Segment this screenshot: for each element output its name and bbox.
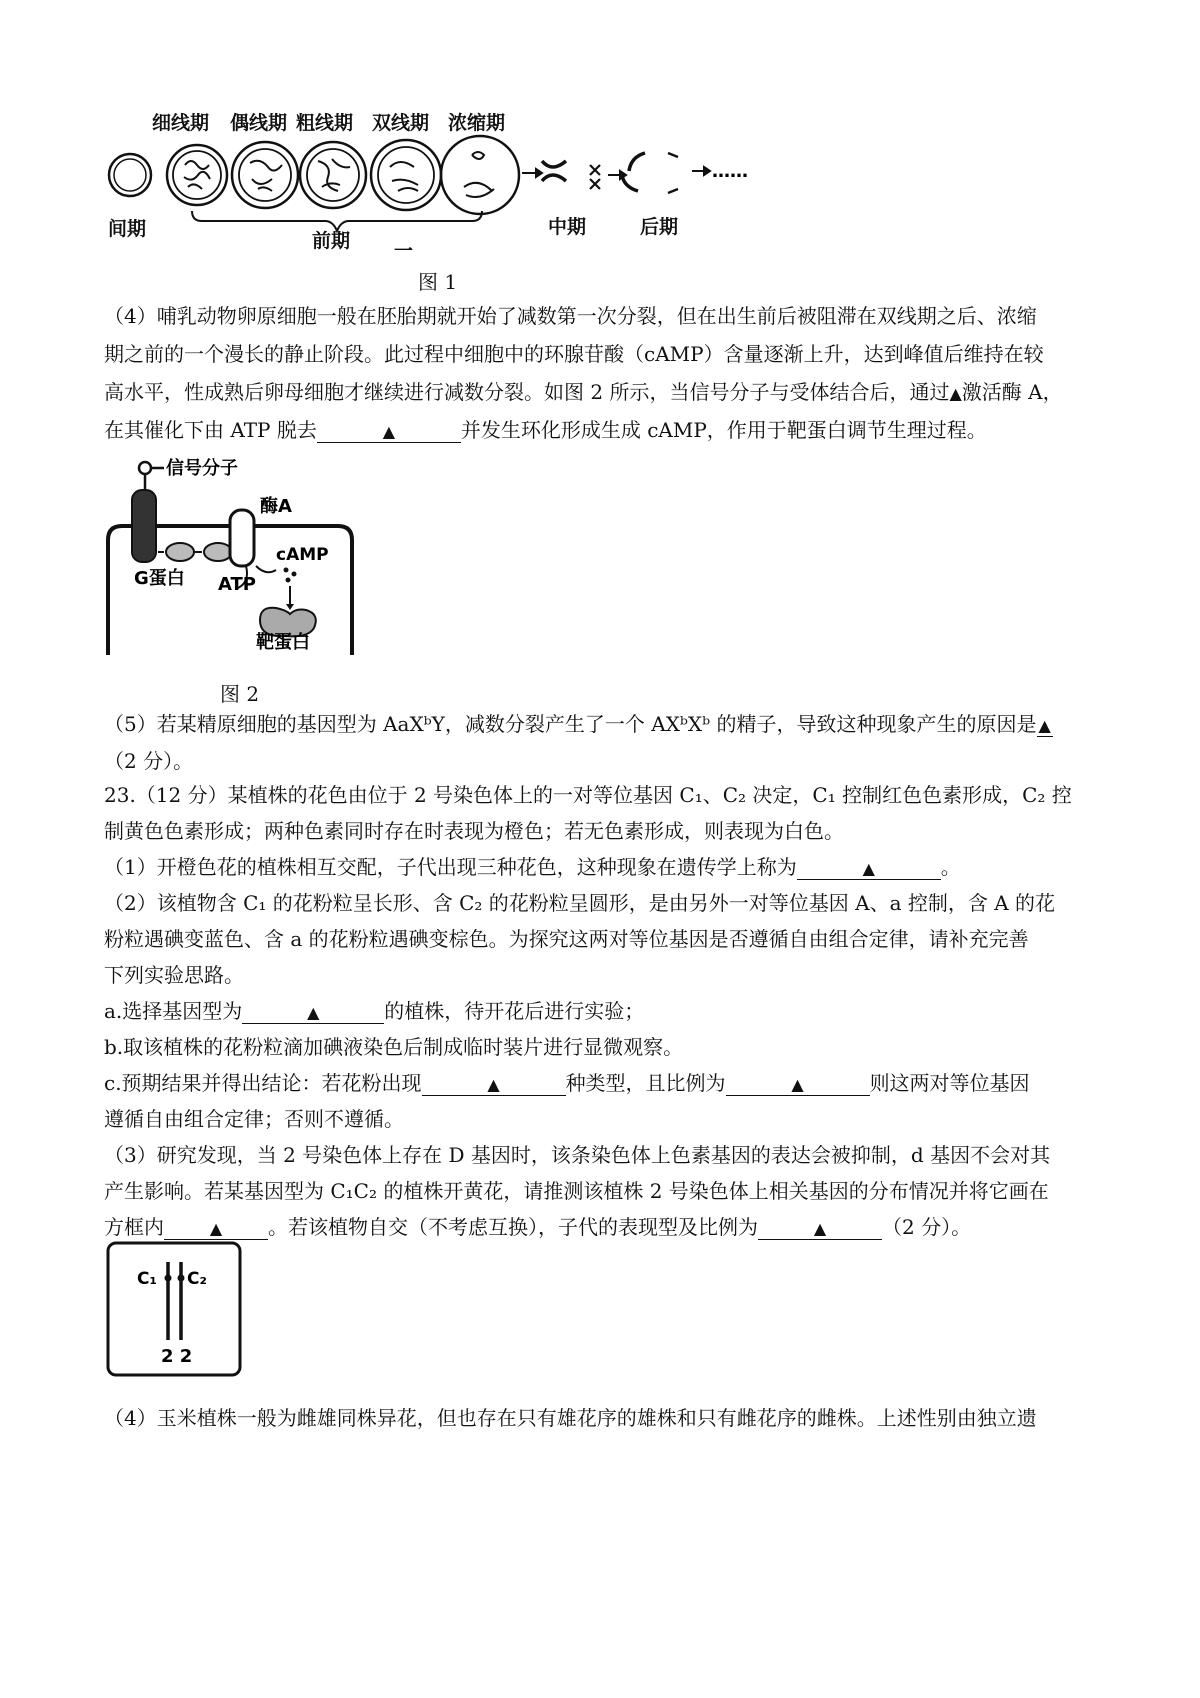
label-atp: ATP — [218, 574, 257, 595]
q23-step-b: b.取该植株的花粉粒滴加碘液染色后制成临时装片进行显微观察。 — [104, 1035, 684, 1059]
cell-interphase — [109, 154, 151, 196]
prophase-brace — [192, 211, 482, 231]
stage-label-diplotene: 双线期 — [372, 112, 430, 134]
q23-part-3-line-3 — [104, 1211, 971, 1240]
q4-line-2: 期之前的一个漫长的静止阶段。此过程中细胞中的环腺苷酸（cAMP）含量逐渐上升，达到峰值后维持在较 — [104, 342, 1044, 366]
g-protein-icon-1 — [166, 543, 194, 561]
q23-part-2-line-1: （2）该植物含 C₁ 的花粉粒呈长形、含 C₂ 的花粉粒呈圆形，是由另外一对等位基因 A、a 控制，含 A 的花 — [104, 891, 1056, 915]
figure-1-meiosis-diagram — [100, 95, 800, 265]
receptor-icon — [132, 490, 156, 562]
q23-step-a-tail: 的植株，待开花后进行实验； — [384, 999, 645, 1023]
cell-zygotene — [232, 142, 298, 208]
metaphase-chromosome-b — [590, 165, 600, 189]
q23-step-c-tail: 则这两对等位基因 — [869, 1071, 1030, 1095]
q23-part-1-tail: 。 — [940, 855, 961, 879]
cell-diplotene — [371, 140, 441, 210]
label-signal-molecule: 信号分子 — [166, 458, 238, 479]
answer-blank-q23-1[interactable]: ▲ — [797, 857, 941, 880]
label-camp: cAMP — [276, 545, 329, 565]
answer-blank-q4-1[interactable]: ▲ — [949, 384, 962, 403]
figure-2-signal-pathway-diagram — [100, 450, 380, 660]
stage-label-leptotene: 细线期 — [152, 112, 210, 134]
q5-line-2: （2 分）。 — [104, 749, 194, 773]
q4-line-3-text: 高水平，性成熟后卵母细胞才继续进行减数分裂。如图 2 所示，当信号分子与受体结合后，通过 — [104, 380, 950, 404]
answer-blank-q4-2[interactable]: ▲ — [317, 420, 461, 443]
label-prophase-suffix: 一 — [394, 240, 414, 262]
answer-blank-q23-3a[interactable]: ▲ — [164, 1217, 268, 1240]
answer-blank-q5[interactable]: ▲ — [1038, 716, 1051, 735]
ellipsis: …… — [712, 161, 748, 182]
answer-blank-q23-2a[interactable]: ▲ — [242, 1001, 384, 1024]
figure-2-caption: 图 2 — [220, 682, 260, 706]
q23-part-2-line-2: 粉粒遇碘变蓝色、含 a 的花粉粒遇碘变棕色。为探究这两对等位基因是否遵循自由组合定律，请补充完善 — [104, 927, 1029, 951]
q23-part-3-line-2: 产生影响。若某基因型为 C₁C₂ 的植株开黄花，请推测该植株 2 号染色体上相关基因的分布情况并将它画在 — [104, 1179, 1049, 1203]
q4-line-1: （4）哺乳动物卵原细胞一般在胚胎期就开始了减数第一次分裂，但在出生前后被阻滞在双线期之后、浓缩 — [104, 304, 1037, 328]
label-g-protein: G蛋白 — [134, 568, 185, 589]
signal-molecule-icon — [139, 462, 151, 474]
label-gene-c1: C₁ — [137, 1269, 157, 1289]
q23-line-1: 23.（12 分）某植株的花色由位于 2 号染色体上的一对等位基因 C₁、C₂ 决定，C₁ 控制红色色素形成，C₂ 控 — [104, 783, 1072, 807]
label-target-protein: 靶蛋白 — [256, 632, 310, 653]
anaphase-chromosome-left — [622, 153, 645, 191]
q23-part-1 — [104, 851, 961, 880]
q4-line-4 — [104, 414, 987, 443]
stage-label-diakinesis: 浓缩期 — [448, 112, 506, 134]
label-chromosome-number: 2 2 — [161, 1346, 193, 1367]
metaphase-chromosome-a — [542, 161, 566, 181]
g-protein-icon-2 — [204, 543, 232, 561]
q5-line-1-text: （5）若某精原细胞的基因型为 AaXᵇY，减数分裂产生了一个 AXᵇXᵇ 的精子，导致这种现象产生的原因是 — [104, 712, 1037, 736]
label-anaphase: 后期 — [640, 216, 679, 238]
stage-label-zygotene: 偶线期 — [230, 112, 288, 134]
label-gene-c2: C₂ — [187, 1269, 207, 1289]
q23-part-3-line-3-mid: 。若该植物自交（不考虑互换），子代的表现型及比例为 — [268, 1215, 758, 1239]
figure-1-caption: 图 1 — [418, 270, 458, 294]
anaphase-chromosome-right — [668, 153, 678, 193]
q4-line-3-tail: 激活酶 A， — [961, 380, 1063, 404]
q23-part-2-line-3: 下列实验思路。 — [104, 963, 244, 987]
label-interphase: 间期 — [108, 218, 147, 240]
cell-pachytene — [300, 142, 366, 208]
q23-step-a — [104, 995, 644, 1024]
q23-step-c-text: c.预期结果并得出结论：若花粉出现 — [104, 1071, 422, 1095]
q23-part-3-line-3-text: 方框内 — [104, 1215, 164, 1239]
q4-line-4-tail: 并发生环化形成生成 cAMP，作用于靶蛋白调节生理过程。 — [460, 418, 987, 442]
answer-blank-q23-3b[interactable]: ▲ — [758, 1217, 882, 1240]
answer-blank-q23-2c-1[interactable]: ▲ — [422, 1073, 566, 1096]
label-metaphase: 中期 — [548, 216, 587, 238]
q23-part-4: （4）玉米植株一般为雌雄同株异花，但也存在只有雄花序的雄株和只有雌花序的雌株。上述性别由独立遗 — [104, 1406, 1037, 1430]
q23-part-3-line-3-tail: （2 分）。 — [882, 1215, 972, 1239]
q23-step-a-text: a.选择基因型为 — [104, 999, 243, 1023]
q5-line-1 — [104, 708, 1053, 737]
label-prophase: 前期 — [312, 230, 351, 252]
answer-blank-q23-2c-2[interactable]: ▲ — [726, 1073, 870, 1096]
figure-3-chromosome-answer-box[interactable] — [105, 1240, 245, 1380]
stage-label-pachytene: 粗线期 — [296, 112, 354, 134]
q23-step-c-line-2: 遵循自由组合定律；否则不遵循。 — [104, 1107, 404, 1131]
q23-line-2: 制黄色色素形成；两种色素同时存在时表现为橙色；若无色素形成，则表现为白色。 — [104, 819, 844, 843]
q23-step-c-mid: 种类型，且比例为 — [565, 1071, 726, 1095]
q4-line-4-text: 在其催化下由 ATP 脱去 — [104, 418, 317, 442]
q23-part-1-text: （1）开橙色花的植株相互交配，子代出现三种花色，这种现象在遗传学上称为 — [104, 855, 797, 879]
enzyme-a-icon — [230, 510, 254, 566]
q23-part-3-line-1: （3）研究发现，当 2 号染色体上存在 D 基因时，该条染色体上色素基因的表达会被抑制，d 基因不会对其 — [104, 1143, 1051, 1167]
q23-step-c — [104, 1067, 1030, 1096]
cell-diakinesis — [441, 136, 519, 214]
q4-line-3 — [104, 376, 1063, 405]
label-enzyme-a: 酶A — [260, 496, 292, 517]
